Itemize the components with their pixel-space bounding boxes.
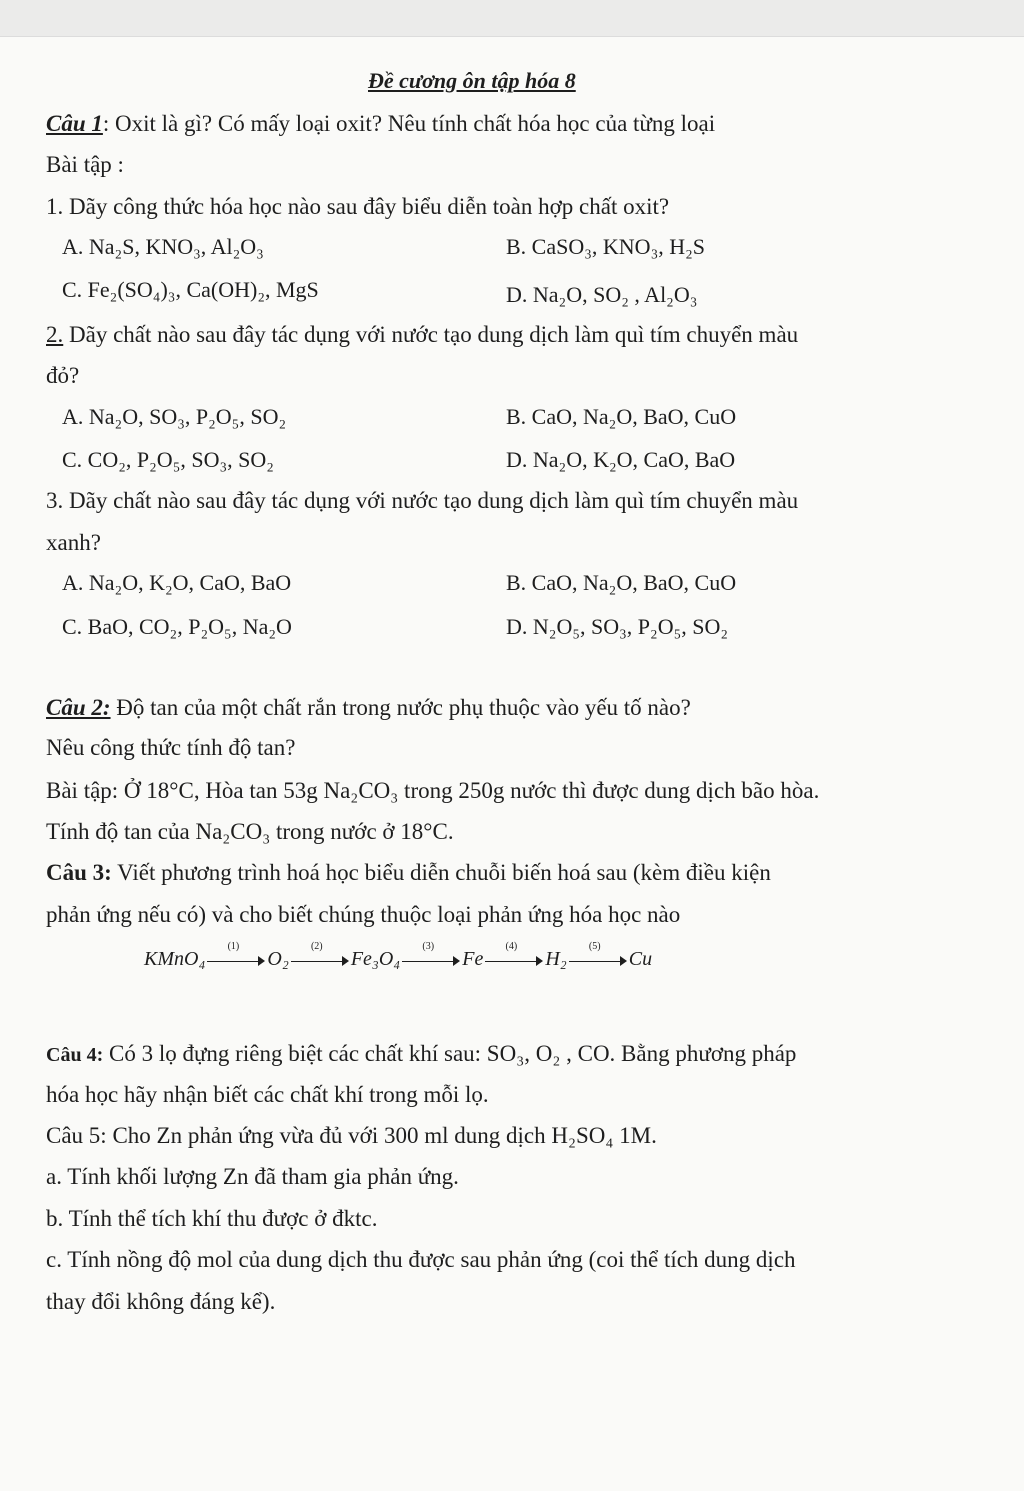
question-4-text: Có 3 lọ đựng riêng biệt các chất khí sau: SO₃, O₂ , CO. Bằng phương pháp: [103, 1041, 797, 1066]
exercise-heading: Bài tập :: [46, 152, 124, 177]
problem-1-option-c: C. Fe₂(SO₄)₃, Ca(OH)₂, MgS: [62, 277, 319, 302]
question-5: Câu 5: Cho Zn phản ứng vừa đủ với 300 ml dung dịch H₂SO₄ 1M.: [46, 1123, 657, 1148]
reaction-arrow-icon: [291, 941, 349, 969]
reaction-step-label: (5): [588, 941, 601, 952]
question-4: [46, 1039, 796, 1070]
reaction-arrow-icon: [485, 941, 543, 969]
question-3-line-2: phản ứng nếu có) và cho biết chúng thuộc loại phản ứng hóa học nào: [46, 902, 681, 927]
problem-2-text: Dãy chất nào sau đây tác dụng với nước tạo dung dịch làm quì tím chuyển màu: [69, 322, 799, 347]
chain-species-o2: O₂: [267, 947, 289, 970]
problem-2-option-c: C. CO₂, P₂O₅, SO₃, SO₂: [62, 447, 274, 472]
question-1-text: : Oxit là gì? Có mấy loại oxit? Nêu tính chất hóa học của từng loại: [102, 111, 716, 136]
problem-2-option-d: D. Na₂O, K₂O, CaO, BaO: [506, 447, 736, 472]
problem-3-continuation: xanh?: [46, 530, 101, 555]
question-2-line-2: Nêu công thức tính độ tan?: [46, 735, 296, 760]
reaction-chain: [144, 941, 653, 974]
question-2: [46, 693, 691, 723]
problem-2-continuation: đỏ?: [46, 363, 80, 388]
reaction-arrow-icon: [569, 941, 627, 969]
problem-2-stem: [46, 320, 798, 350]
question-2-exercise: Bài tập: Ở 18°C, Hòa tan 53g Na₂CO₃ trong 250g nước thì được dung dịch bão hòa.: [46, 778, 820, 803]
chain-species-fe: Fe: [462, 947, 484, 970]
question-2-text: Độ tan của một chất rắn trong nước phụ thuộc vào yếu tố nào?: [110, 695, 691, 720]
question-3-text: Viết phương trình hoá học biểu diễn chuỗi biến hoá sau (kèm điều kiện: [111, 860, 771, 885]
reaction-arrow-icon: [402, 941, 460, 969]
problem-3-stem: 3. Dãy chất nào sau đây tác dụng với nước tạo dung dịch làm quì tím chuyển màu: [46, 488, 799, 513]
reaction-arrow-icon: [207, 941, 265, 969]
problem-3-option-a: A. Na₂O, K₂O, CaO, BaO: [62, 570, 292, 595]
chain-species-kmno4: KMnO₄: [144, 947, 206, 970]
reaction-step-label: (4): [505, 941, 518, 952]
question-5-part-a: a. Tính khối lượng Zn đã tham gia phản ứng.: [46, 1164, 459, 1189]
reaction-step-label: (2): [310, 941, 323, 952]
problem-1-option-a: A. Na₂S, KNO₃, Al₂O₃: [62, 234, 264, 259]
problem-2-option-b: B. CaO, Na₂O, BaO, CuO: [506, 404, 737, 429]
question-3-label: Câu 3:: [46, 860, 112, 885]
problem-2-option-a: A. Na₂O, SO₃, P₂O₅, SO₂: [62, 404, 287, 429]
question-5-part-c-continuation: thay đổi không đáng kể).: [46, 1289, 276, 1314]
question-1-label: Câu 1: [46, 111, 103, 136]
reaction-step-label: (3): [422, 941, 435, 952]
question-5-part-b: b. Tính thể tích khí thu được ở đktc.: [46, 1206, 378, 1231]
question-4-label: Câu 4:: [46, 1044, 104, 1066]
chain-species-fe3o4: Fe₃O₄: [350, 947, 401, 970]
problem-1-stem: 1. Dãy công thức hóa học nào sau đây biểu diễn toàn hợp chất oxit?: [46, 194, 670, 219]
document-title: Đề cương ôn tập hóa 8: [368, 68, 576, 93]
question-4-line-2: hóa học hãy nhận biết các chất khí trong mỗi lọ.: [46, 1082, 489, 1107]
problem-2-number: 2.: [46, 322, 64, 347]
question-2-line-4: Tính độ tan của Na₂CO₃ trong nước ở 18°C.: [46, 819, 454, 844]
problem-1-option-d: D. Na₂O, SO₂ , Al₂O₃: [506, 282, 698, 307]
chain-species-h2: H₂: [545, 947, 567, 970]
question-2-label: Câu 2:: [46, 695, 111, 720]
question-5-part-c: c. Tính nồng độ mol của dung dịch thu được sau phản ứng (coi thể tích dung dịch: [46, 1247, 796, 1272]
question-1: [46, 109, 715, 139]
chain-species-cu: Cu: [628, 947, 653, 970]
question-3: [46, 858, 771, 888]
top-toolbar-band: [0, 0, 1024, 37]
problem-3-option-d: D. N₂O₅, SO₃, P₂O₅, SO₂: [506, 614, 729, 639]
problem-3-option-b: B. CaO, Na₂O, BaO, CuO: [506, 570, 737, 595]
problem-1-option-b: B. CaSO₃, KNO₃, H₂S: [506, 234, 706, 259]
problem-3-option-c: C. BaO, CO₂, P₂O₅, Na₂O: [62, 614, 292, 639]
reaction-step-label: (1): [227, 941, 240, 952]
